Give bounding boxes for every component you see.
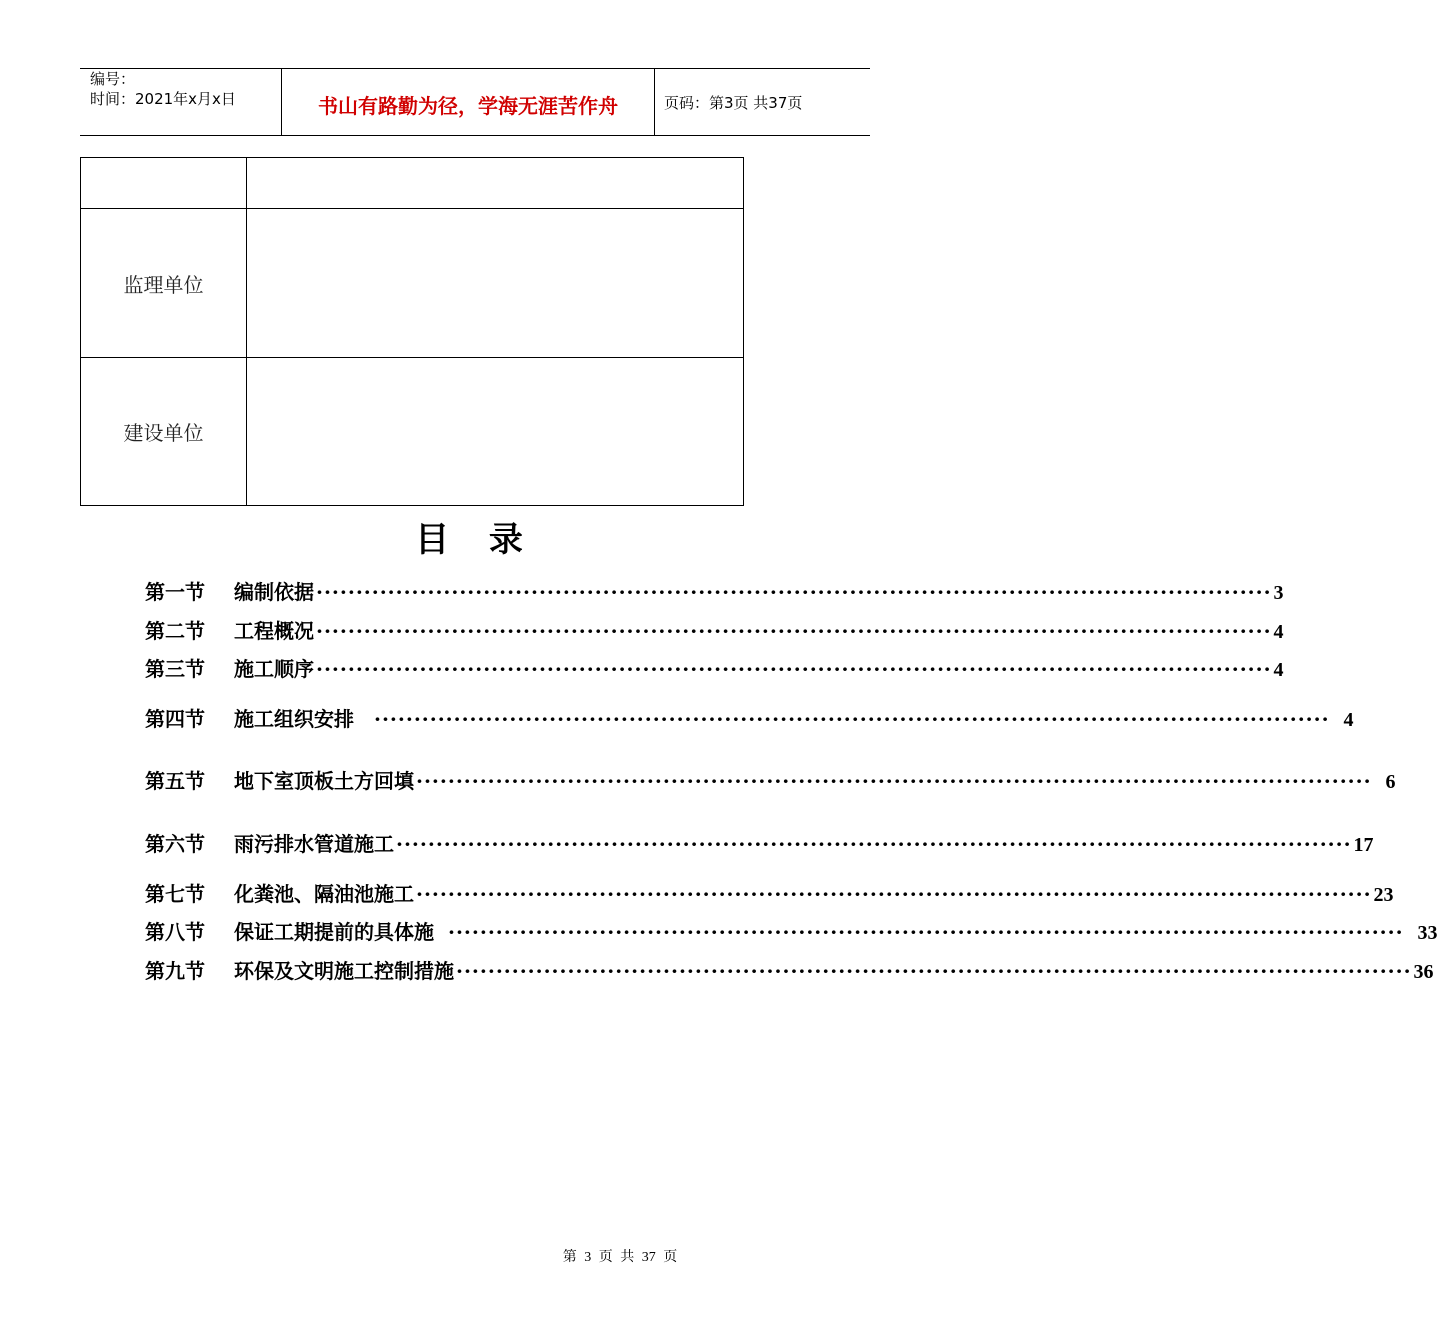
header-bottom-rule [80, 135, 870, 136]
toc-entry-title: 施工顺序 [234, 657, 314, 681]
toc-page-number: 4 [1273, 621, 1284, 643]
toc-entry[interactable] [145, 955, 1434, 983]
toc-entry-title: 编制依据 [234, 580, 314, 604]
construction-unit-cell [247, 358, 744, 506]
header-top-rule [80, 68, 870, 69]
header-divider-right [654, 69, 655, 136]
toc-leader: ························································································································ [448, 920, 1404, 944]
toc-entry-title: 施工组织安排 [234, 707, 354, 731]
toc-entry-title: 工程概况 [234, 619, 314, 643]
toc-page-number: 23 [1373, 884, 1394, 906]
header-motto: 书山有路勤为径，学海无涯苦作舟 [318, 94, 618, 118]
toc-section: 第九节 [145, 959, 205, 983]
header-time-label: 时间：2021年x月x日 [90, 90, 236, 108]
toc-entry[interactable] [145, 916, 1438, 944]
table-row [81, 358, 744, 506]
toc-leader: ························································································································ [316, 657, 1272, 681]
toc-page-number: 4 [1273, 659, 1284, 681]
supervision-unit-cell [247, 209, 744, 358]
supervision-unit-label: 监理单位 [81, 209, 247, 358]
toc-leader: ························································································································ [396, 832, 1352, 856]
toc-section: 第七节 [145, 882, 205, 906]
table-row [81, 209, 744, 358]
header-page-info: 页码：第3页 共37页 [664, 94, 803, 112]
toc-entry[interactable] [145, 576, 1284, 604]
toc-section: 第一节 [145, 580, 205, 604]
toc-section: 第四节 [145, 707, 205, 731]
toc-entry[interactable] [145, 615, 1284, 643]
toc-entry[interactable] [145, 878, 1394, 906]
toc-entry[interactable] [145, 828, 1374, 856]
toc-entry-title: 雨污排水管道施工 [234, 832, 394, 856]
toc-page-number: 4 [1343, 709, 1354, 731]
toc-section: 第六节 [145, 832, 205, 856]
toc-page-number: 6 [1385, 771, 1396, 793]
toc-entry-title: 化粪池、隔油池施工 [234, 882, 414, 906]
toc-page-number: 17 [1353, 834, 1374, 856]
toc-section: 第五节 [145, 769, 205, 793]
page-footer: 第 3 页 共 37 页 [562, 1250, 678, 1265]
toc-leader: ························································································································ [456, 959, 1412, 983]
toc-page-number: 3 [1273, 582, 1284, 604]
toc-leader: ························································································································ [316, 580, 1272, 604]
toc-leader: ························································································································ [416, 769, 1372, 793]
toc-entry-title: 保证工期提前的具体施 [234, 920, 434, 944]
table-row [81, 158, 744, 209]
toc-entry-title: 地下室顶板土方回填 [234, 769, 414, 793]
toc-page-number: 33 [1417, 922, 1438, 944]
sign-off-table [80, 157, 744, 506]
toc-entry-title: 环保及文明施工控制措施 [234, 959, 454, 983]
toc-section: 第八节 [145, 920, 205, 944]
table-value-cell [247, 158, 744, 209]
header-code-label: 编号： [90, 70, 136, 88]
toc-leader: ························································································································ [374, 707, 1330, 731]
toc-page-number: 36 [1413, 961, 1434, 983]
toc-section: 第二节 [145, 619, 205, 643]
toc-section: 第三节 [145, 657, 205, 681]
toc-entry[interactable] [145, 765, 1396, 793]
toc-entry[interactable] [145, 703, 1354, 731]
toc-title: 目 录 [415, 520, 537, 560]
construction-unit-label: 建设单位 [81, 358, 247, 506]
toc-entry[interactable] [145, 653, 1284, 681]
table-label-cell [81, 158, 247, 209]
toc-leader: ························································································································ [316, 619, 1272, 643]
toc-leader: ························································································································ [416, 882, 1372, 906]
